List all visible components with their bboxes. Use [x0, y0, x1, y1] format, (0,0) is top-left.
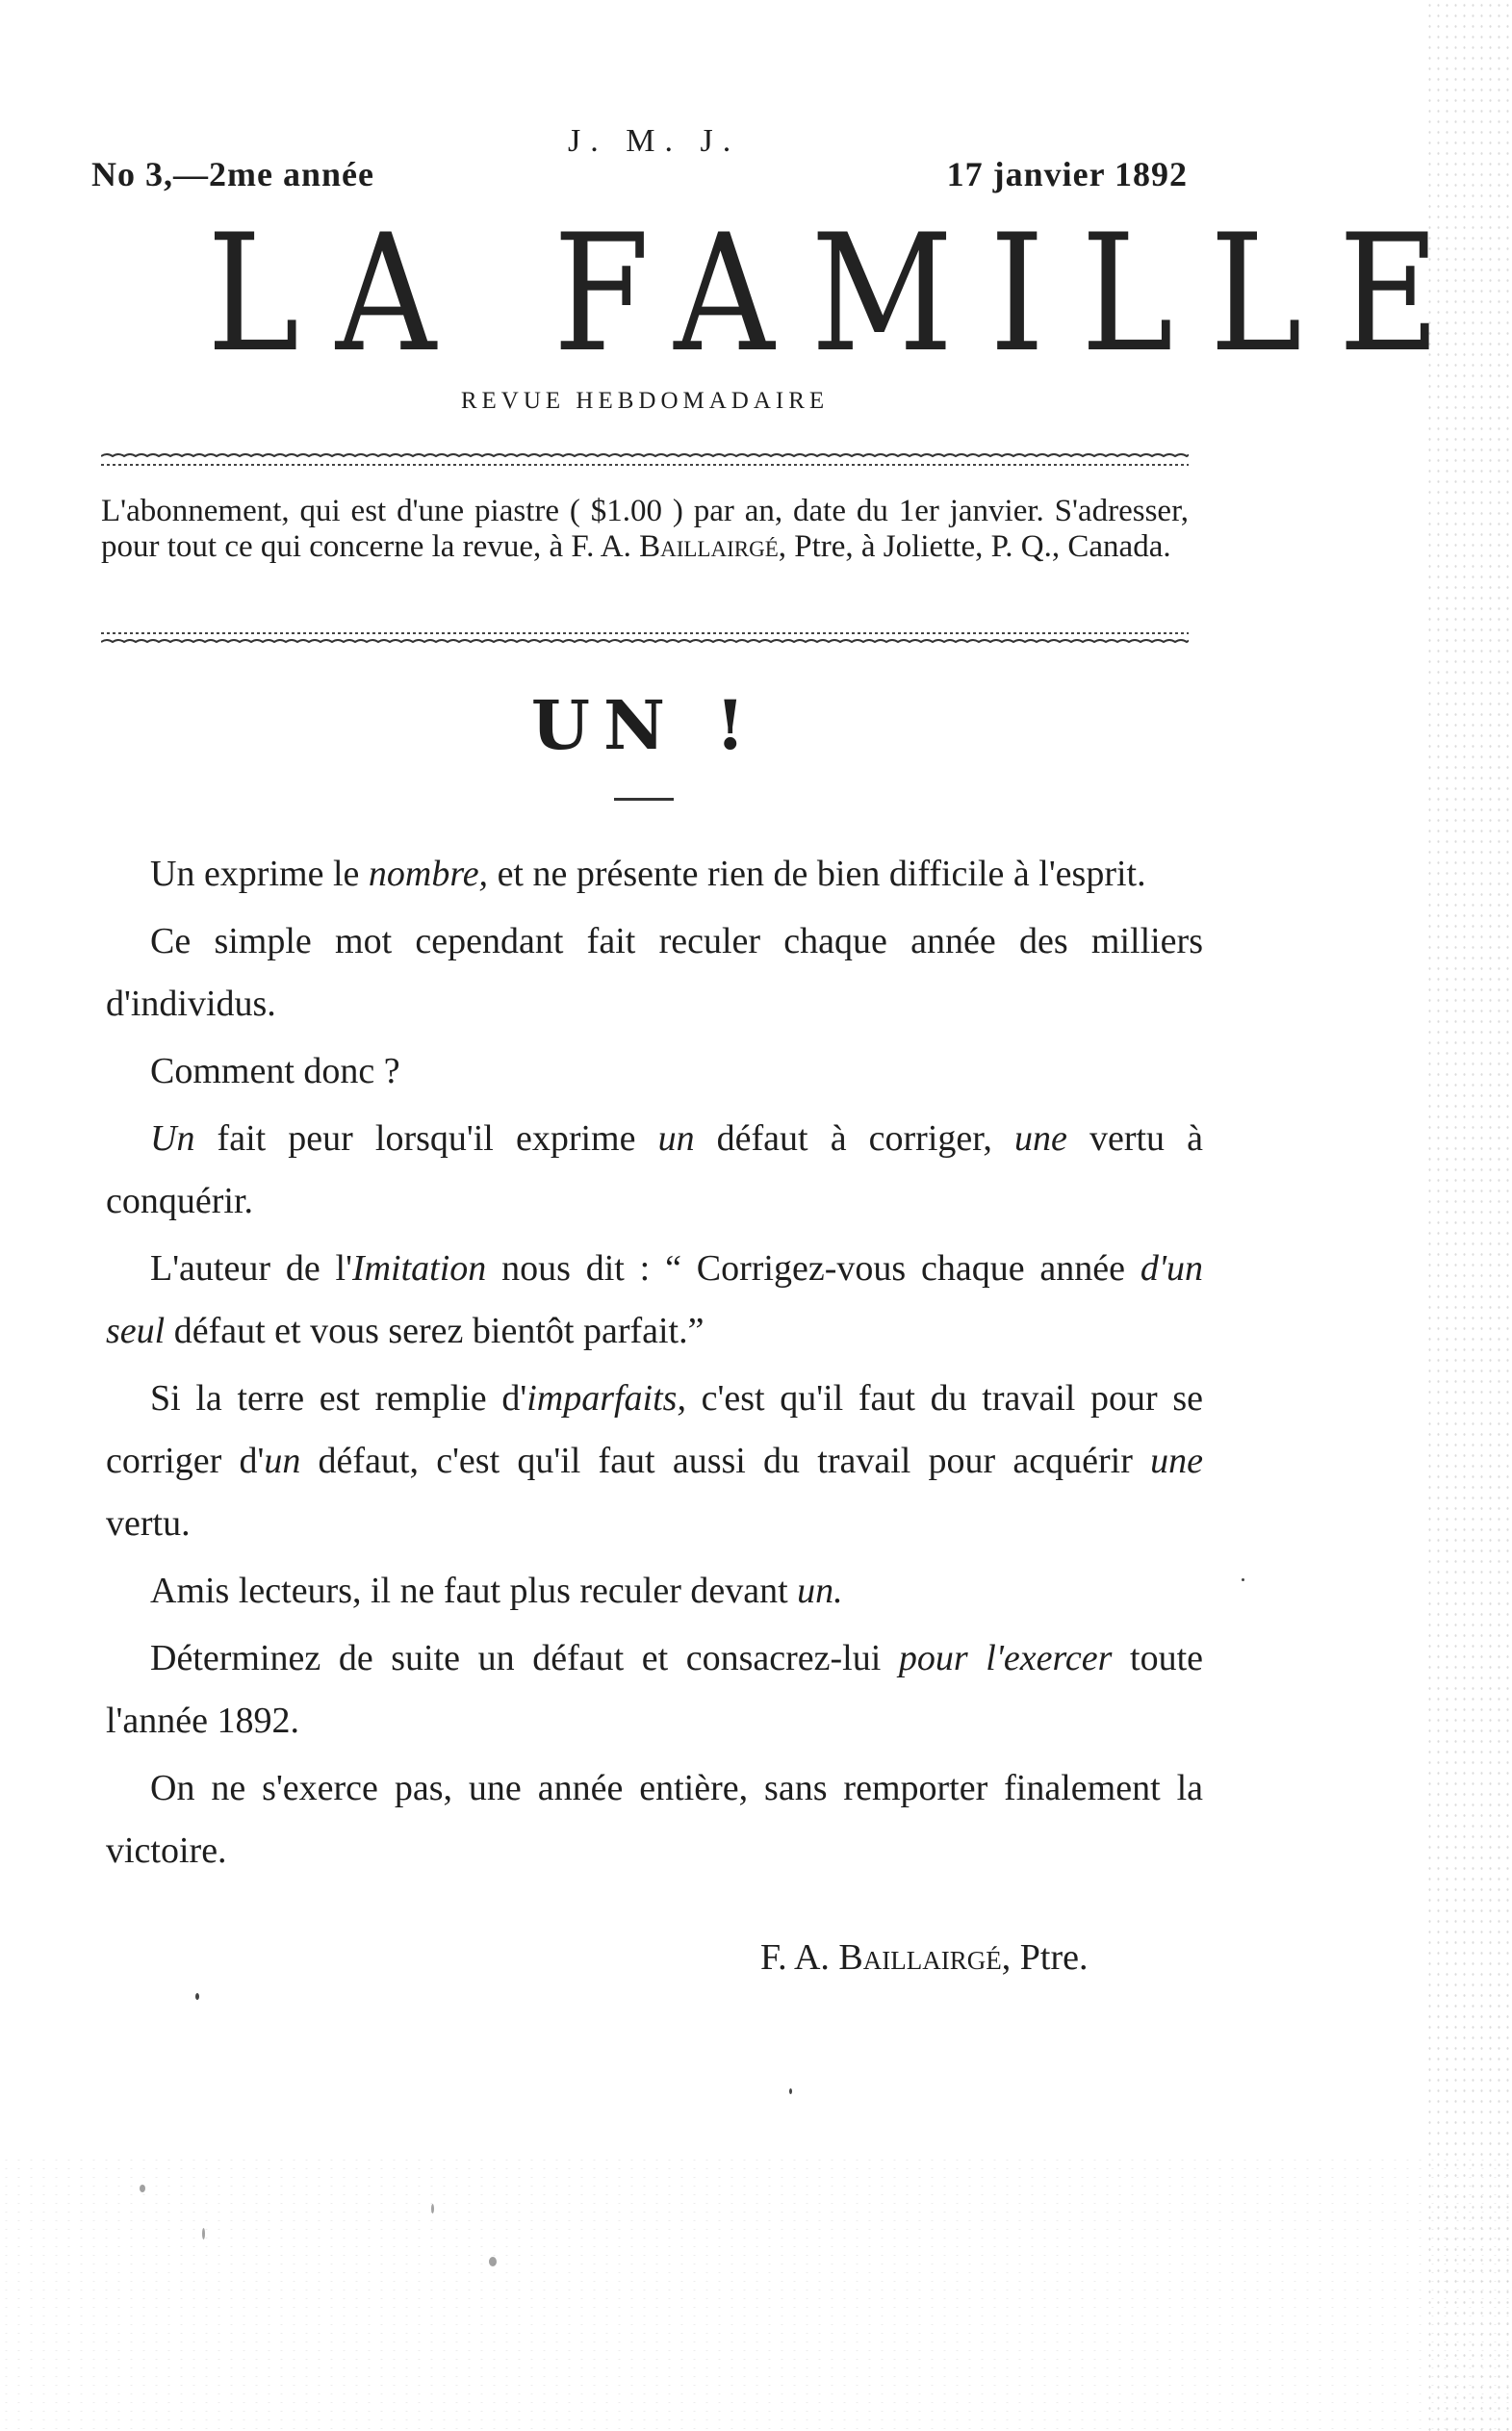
text-run: vertu à conquérir.	[106, 1118, 1204, 1221]
text-run: fait peur lorsqu'il exprime	[194, 1118, 658, 1159]
text-run: défaut et vous serez bientôt parfait.”	[165, 1311, 705, 1351]
text-run: nous dit : “ Corrigez-vous chaque année	[486, 1248, 1140, 1289]
italic-run: pour l'exercer	[898, 1638, 1113, 1678]
ink-speck	[195, 1993, 199, 2000]
text-run: Ce simple mot cependant fait reculer chaque année des milliers d'individus.	[106, 921, 1203, 1024]
italic-run: une	[1150, 1441, 1203, 1481]
text-run: toute l'année 1892.	[106, 1638, 1204, 1741]
signature-suffix: , Ptre.	[1001, 1937, 1089, 1978]
masthead-title: LA FAMILLE	[207, 199, 1477, 388]
top-ornamental-rule	[101, 448, 1189, 470]
text-run: L'auteur de l'	[150, 1248, 352, 1289]
issue-number: No 3,—2me année	[91, 155, 374, 193]
text-run: vertu.	[106, 1503, 191, 1544]
text-run: défaut à corriger,	[694, 1118, 1014, 1159]
article-paragraph	[106, 1040, 1203, 1103]
article-heading: UN !	[530, 685, 759, 765]
heading-divider	[614, 798, 674, 801]
text-run: Amis lecteurs, il ne faut plus reculer devant	[150, 1571, 798, 1611]
italic-run: d'un seul	[106, 1248, 1203, 1351]
article-paragraph	[106, 1627, 1203, 1753]
notice-author: F. A. Baillairgé	[571, 529, 779, 564]
article-paragraph	[106, 1368, 1203, 1555]
masthead-subtitle: REVUE HEBDOMADAIRE	[460, 388, 830, 414]
dedication: J. M. J.	[568, 123, 741, 159]
italic-run: imparfaits,	[526, 1378, 686, 1419]
text-run: défaut, c'est qu'il faut aussi du travail pour acquérir	[300, 1441, 1151, 1481]
italic-run: nombre,	[368, 854, 489, 894]
signature-name: F. A. Baillairgé	[760, 1937, 1002, 1978]
ink-speck	[489, 2257, 497, 2266]
text-run: c'est qu'il faut du travail pour se corriger d'	[106, 1378, 1203, 1481]
ink-speck	[1242, 1578, 1244, 1581]
text-run: Si la terre est remplie d'	[150, 1378, 527, 1419]
ink-speck	[789, 2088, 792, 2094]
issue-date: 17 janvier 1892	[946, 155, 1188, 193]
italic-run: un	[657, 1118, 695, 1159]
text-run: Comment donc ?	[150, 1051, 400, 1091]
article-paragraph	[106, 1108, 1203, 1233]
italic-run: Imitation	[351, 1248, 487, 1289]
italic-run: un.	[797, 1571, 843, 1611]
text-run: On ne s'exerce pas, une année entière, sans remporter finalement la victoire.	[106, 1768, 1203, 1871]
notice-text: L'abonnement, qui est d'une piastre ( $1.00 ) par an, date du 1er janvier. S'adresser, pour tout ce qui concerne la revue, à	[101, 494, 1189, 564]
article-paragraph	[106, 1238, 1203, 1363]
notice-text-end: , Ptre, à Joliette, P. Q., Canada.	[778, 529, 1171, 564]
article-signature	[760, 1936, 1088, 1979]
article-paragraph	[106, 910, 1203, 1036]
ink-speck	[202, 2228, 205, 2239]
scan-noise-bottom	[0, 2156, 1512, 2431]
article-body	[106, 843, 1203, 1887]
text-run: Un exprime le	[150, 854, 369, 894]
italic-run: une	[1014, 1118, 1067, 1159]
article-paragraph	[106, 1757, 1203, 1882]
ink-speck	[431, 2204, 434, 2213]
subscription-notice	[101, 494, 1189, 565]
ink-speck	[140, 2185, 145, 2192]
italic-run: un	[264, 1441, 301, 1481]
italic-run: Un	[150, 1118, 195, 1159]
text-run: Déterminez de suite un défaut et consacrez-lui	[150, 1638, 899, 1678]
text-run: et ne présente rien de bien difficile à l'esprit.	[488, 854, 1146, 894]
article-paragraph	[106, 843, 1203, 906]
bottom-ornamental-rule	[101, 628, 1189, 650]
article-paragraph	[106, 1560, 1203, 1623]
